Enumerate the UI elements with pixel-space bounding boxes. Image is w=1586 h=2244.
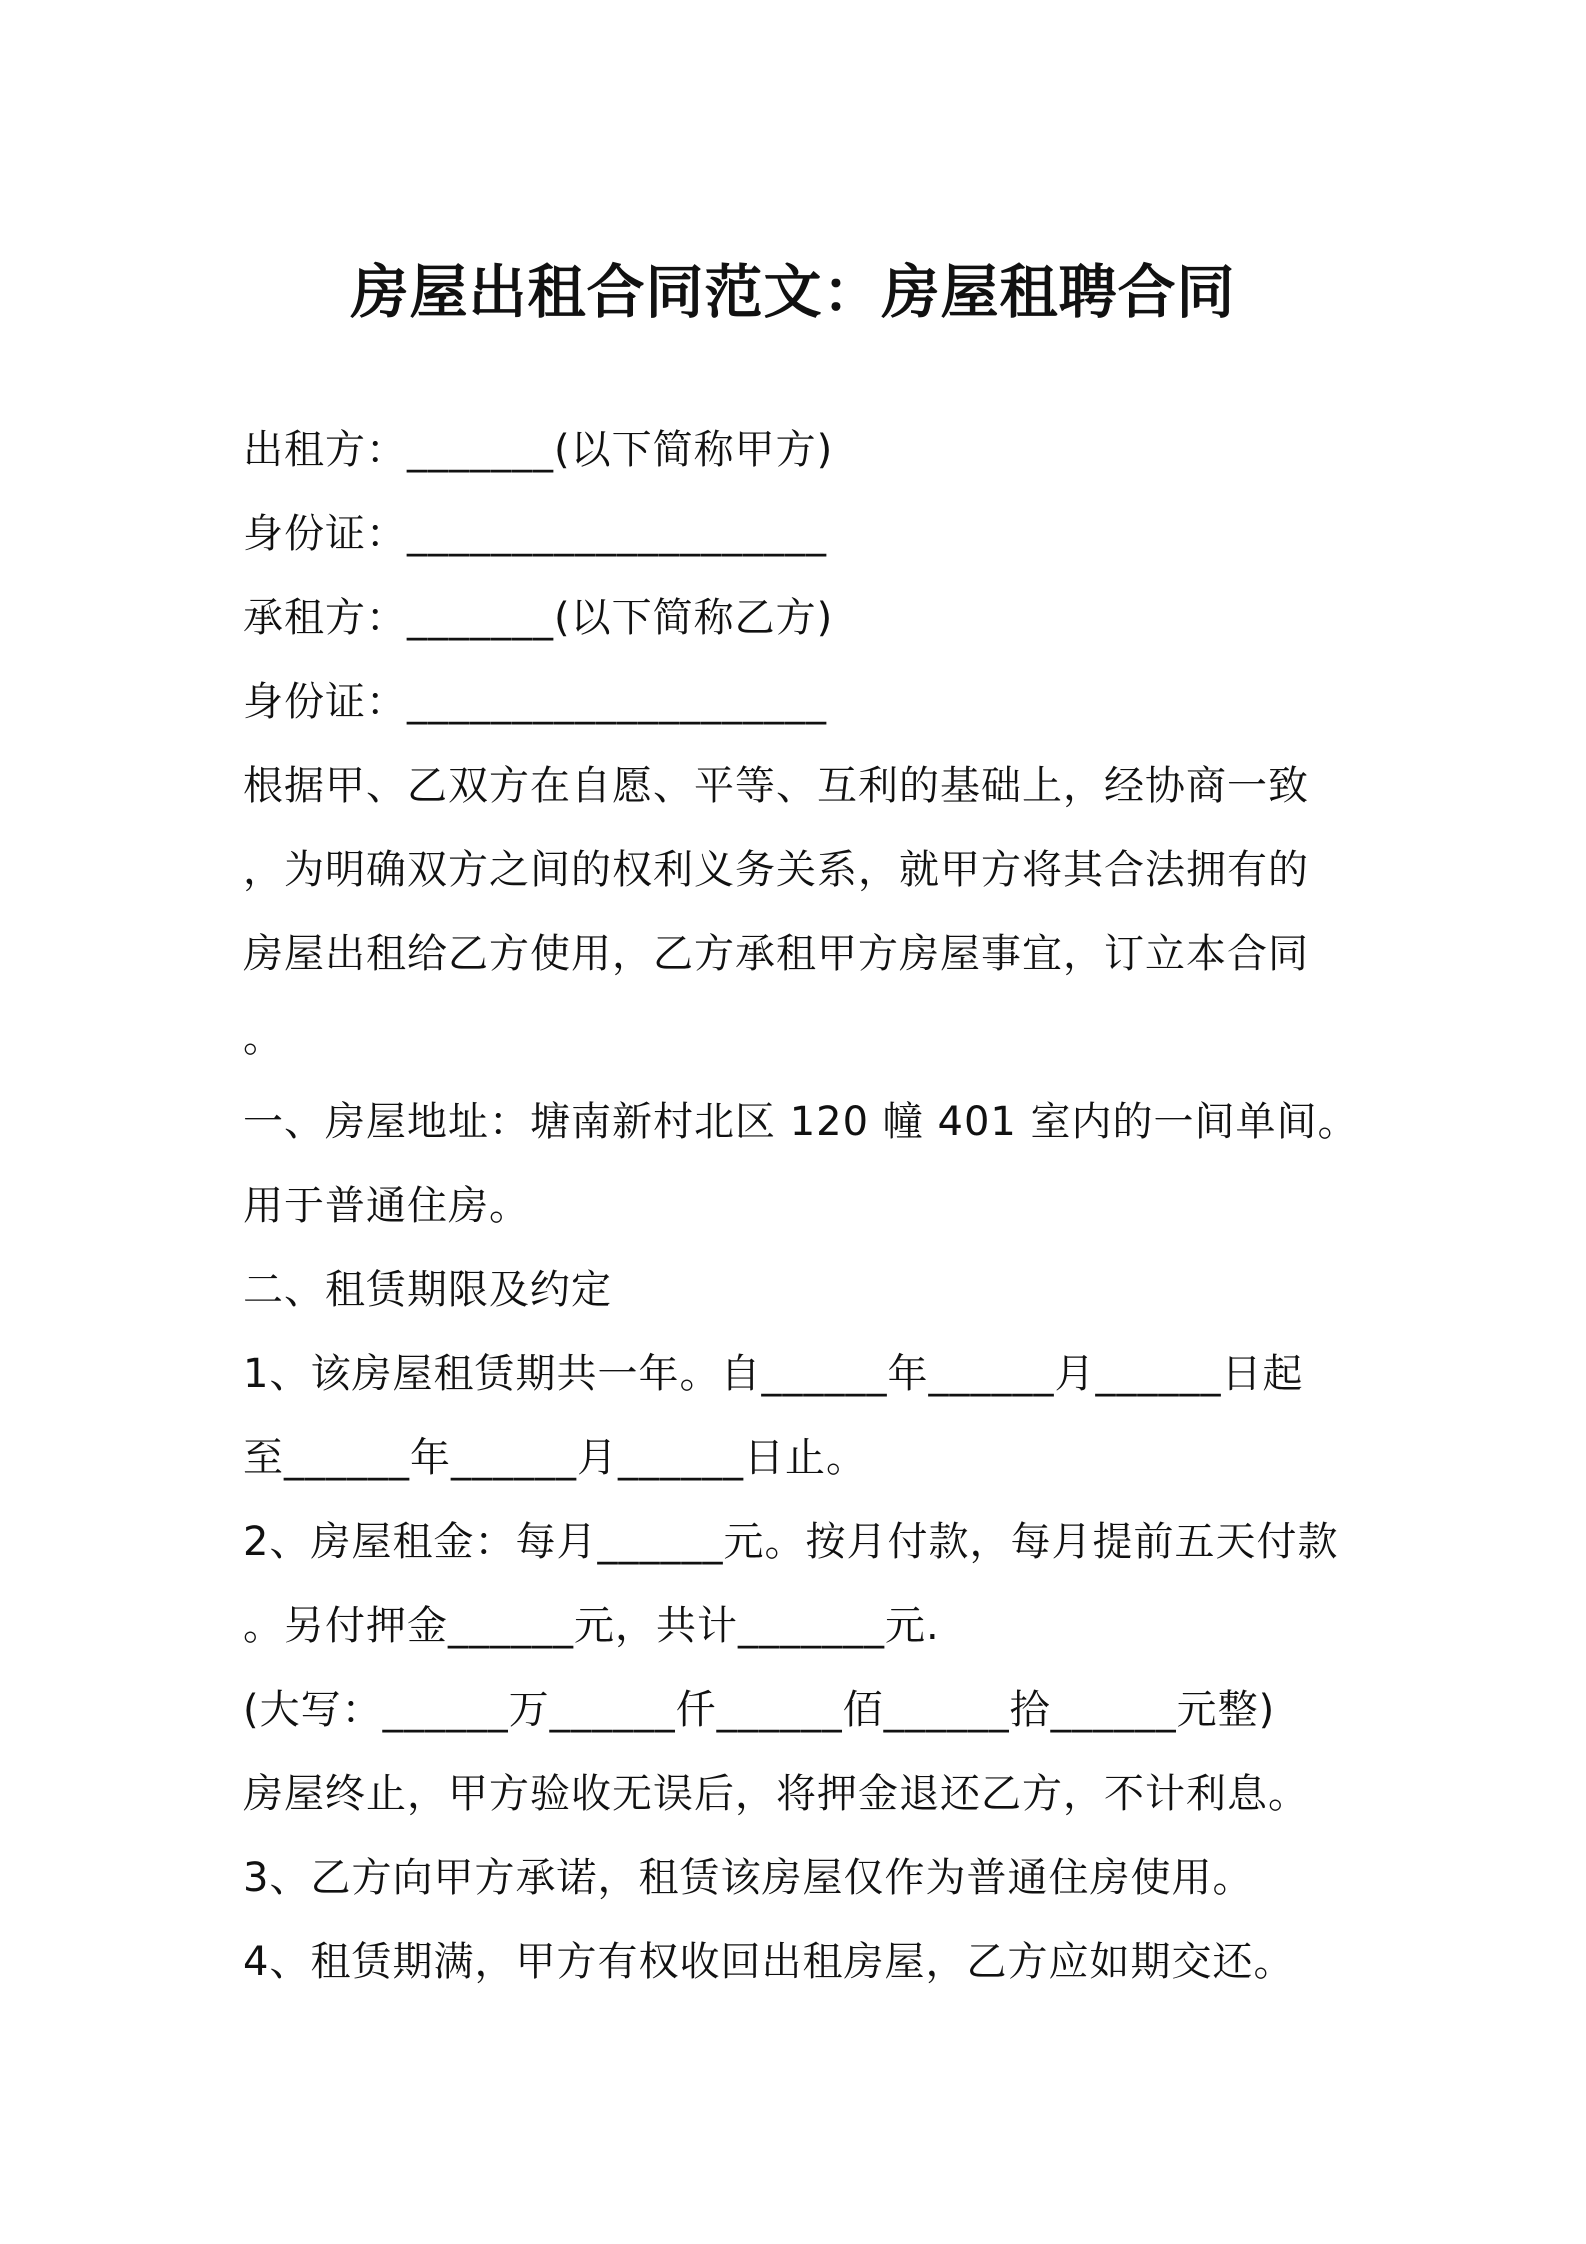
document-body (243, 408, 1363, 2004)
clause-1-usage: 用于普通住房。 (243, 1183, 530, 1229)
clause-1-address: 一、房屋地址：塘南新村北区 120 幢 401 室内的一间单间。 (243, 1099, 1359, 1145)
term-expiry-line: 4、租赁期满，甲方有权收回出租房屋，乙方应如期交还。 (243, 1939, 1295, 1985)
clause-2-heading: 二、租赁期限及约定 (243, 1267, 612, 1313)
term-line-2: 至______年______月______日止。 (243, 1435, 867, 1481)
preamble-line-3: 房屋出租给乙方使用，乙方承租甲方房屋事宜，订立本合同 (243, 931, 1309, 977)
preamble-line-1: 根据甲、乙双方在自愿、平等、互利的基础上，经协商一致 (243, 763, 1309, 809)
lessee-line: 承租方：_______(以下简称乙方) (243, 595, 834, 641)
usage-promise-line: 3、乙方向甲方承诺，租赁该房屋仅作为普通住房使用。 (243, 1855, 1254, 1901)
preamble-line-2: ，为明确双方之间的权利义务关系，就甲方将其合法拥有的 (243, 847, 1309, 893)
document-title: 房屋出租合同范文：房屋租聘合同 (350, 258, 1236, 326)
term-line-1: 1、该房屋租赁期共一年。自______年______月______日起 (243, 1351, 1304, 1397)
lessee-id-line: 身份证：____________________ (243, 679, 827, 725)
rent-line-1: 2、房屋租金：每月______元。按月付款，每月提前五天付款 (243, 1519, 1339, 1565)
preamble-line-4: 。 (243, 1015, 284, 1061)
rent-line-2: 。另付押金______元，共计_______元. (243, 1603, 940, 1649)
lessor-line: 出租方：_______(以下简称甲方) (243, 427, 834, 473)
deposit-refund-line: 房屋终止，甲方验收无误后，将押金退还乙方，不计利息。 (243, 1771, 1309, 1817)
lessor-id-line: 身份证：____________________ (243, 511, 827, 557)
rent-uppercase-line: (大写：______万______仟______佰______拾______元整) (243, 1687, 1276, 1733)
